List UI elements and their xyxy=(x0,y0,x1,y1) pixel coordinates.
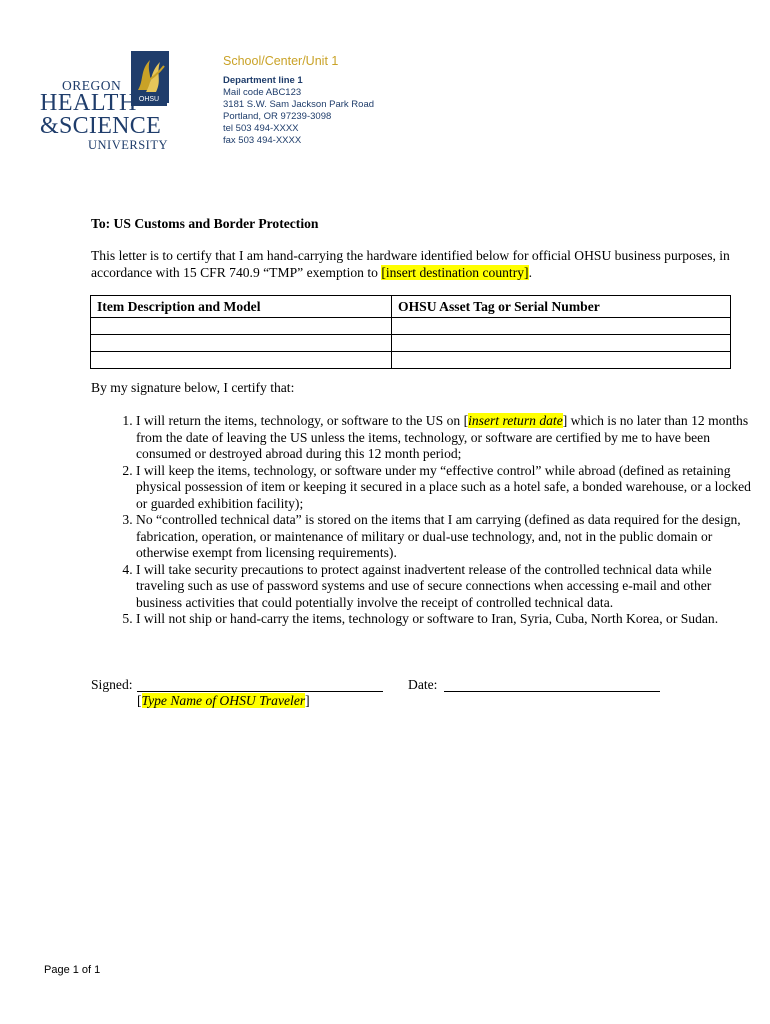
list-item: 4. I will take security precautions to protect against inadvertent release of the controlled technical data while traveling such as use of password systems and use of secure connections when accessing e-mail and other business activities that could potentially involve the receipt of controlled technical data. xyxy=(136,562,756,612)
certification-list xyxy=(90,413,756,628)
addressee: To: US Customs and Border Protection xyxy=(91,216,319,231)
ohsu-emblem-tag: OHSU xyxy=(131,94,167,106)
certify-intro: By my signature below, I certify that: xyxy=(91,380,295,395)
intro-paragraph xyxy=(91,248,731,281)
intro-end: . xyxy=(528,264,532,280)
signature-line[interactable] xyxy=(137,691,383,692)
bracket-open: [ xyxy=(137,693,142,708)
address-block xyxy=(223,75,374,147)
table-cell-asset-tag[interactable] xyxy=(392,335,731,352)
table-cell-asset-tag[interactable] xyxy=(392,352,731,369)
item-text: ] which is no later than 12 months from the date of leaving the US unless the items, technology, or software are certified by me to have been consumed or destroyed abroad during this 12 month period; xyxy=(136,413,749,461)
table-header-row xyxy=(91,296,731,318)
table-cell-item[interactable] xyxy=(91,318,392,335)
column-header-item: Item Description and Model xyxy=(91,296,392,318)
logo-oregon: OREGON xyxy=(62,78,122,93)
telephone: tel 503 494-XXXX xyxy=(223,123,299,134)
list-item: 3. No “controlled technical data” is stored on the items that I am carrying (defined as data required for the design, fabrication, operation, or maintenance of military or dual-use technology, and, not in the public domain or otherwise exempt from licensing requirements). xyxy=(136,512,756,562)
street-address: 3181 S.W. Sam Jackson Park Road xyxy=(223,99,375,110)
traveler-name-placeholder: Type Name of OHSU Traveler xyxy=(141,693,306,708)
department-line: Department line 1 xyxy=(223,75,303,86)
bracket-close: ] xyxy=(305,693,310,708)
date-label: Date: xyxy=(408,677,438,692)
date-line[interactable] xyxy=(444,691,660,692)
intro-text: This letter is to certify that I am hand-carrying the hardware identified below for official OHSU business purposes, in accordance with 15 CFR 740.9 “TMP” exemption to xyxy=(91,248,730,280)
table-cell-asset-tag[interactable] xyxy=(392,318,731,335)
return-date-placeholder: insert return date xyxy=(468,413,563,428)
mail-code: Mail code ABC123 xyxy=(223,87,302,98)
ohsu-logo xyxy=(40,50,175,150)
fax: fax 503 494-XXXX xyxy=(223,135,302,146)
table-cell-item[interactable] xyxy=(91,335,392,352)
column-header-asset-tag: OHSU Asset Tag or Serial Number xyxy=(392,296,731,318)
signed-label: Signed: xyxy=(91,677,133,692)
table-row xyxy=(91,352,731,369)
logo-science: &SCIENCE xyxy=(40,113,162,139)
traveler-name xyxy=(137,693,310,710)
items-table xyxy=(90,295,731,369)
page-number: Page 1 of 1 xyxy=(44,964,101,976)
list-item: 5. I will not ship or hand-carry the items, technology or software to Iran, Syria, Cuba, North Korea, or Sudan. xyxy=(136,611,756,628)
list-item xyxy=(136,413,756,463)
unit-name: School/Center/Unit 1 xyxy=(223,54,339,68)
list-item: 2. I will keep the items, technology, or software under my “effective control” while abroad (defined as retaining physical possession of item or keeping it secured in a place such as a hotel safe, a bonded warehouse, or a locked or guarded exhibition facility); xyxy=(136,463,756,513)
table-cell-item[interactable] xyxy=(91,352,392,369)
destination-country-placeholder: [insert destination country] xyxy=(381,264,529,280)
logo-health: HEALTH xyxy=(40,90,137,116)
table-row xyxy=(91,335,731,352)
table-row xyxy=(91,318,731,335)
logo-university: UNIVERSITY xyxy=(88,138,168,152)
city-state-zip: Portland, OR 97239-3098 xyxy=(223,111,332,122)
item-text: I will return the items, technology, or software to the US on [ xyxy=(136,413,469,428)
